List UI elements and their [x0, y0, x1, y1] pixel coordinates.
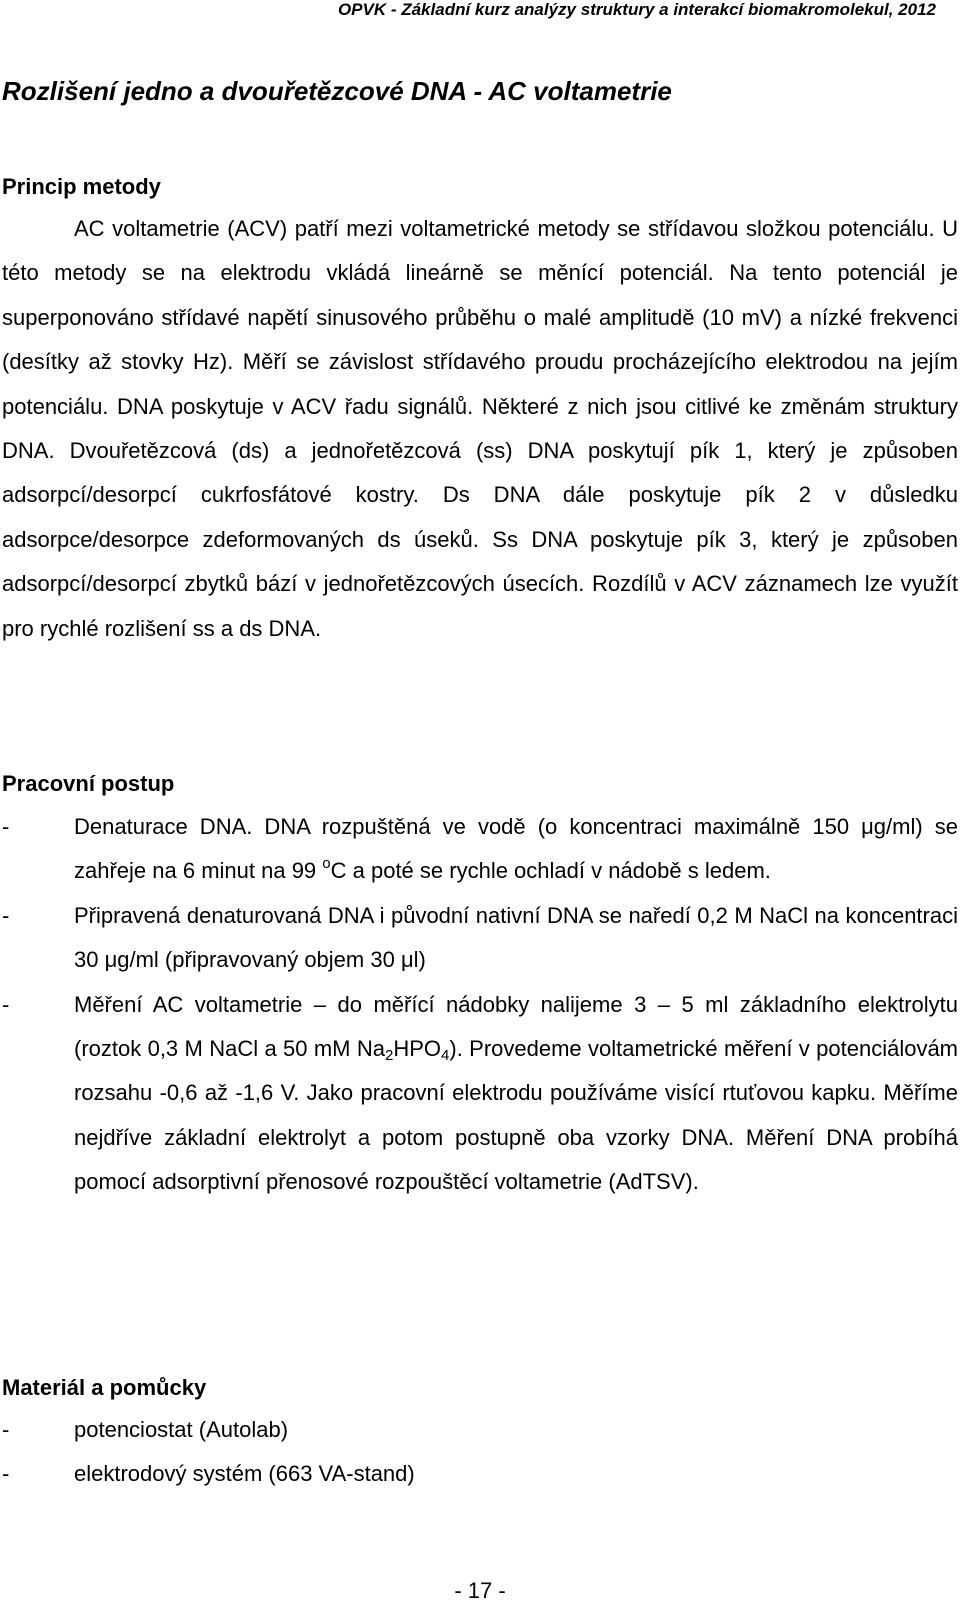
section-heading-materials: Materiál a pomůcky — [2, 1375, 207, 1400]
procedure-item-denaturation — [2, 805, 958, 894]
procedure-item-text: Měření AC voltametrie – do měřící nádobky nalijeme 3 – 5 ml základního elektrolytu (roztok 0,3 M NaCl a 50 mM Na — [74, 991, 958, 1062]
procedure-item-measurement — [2, 983, 958, 1205]
materials-item — [2, 1408, 958, 1452]
procedure-item-dilution — [2, 894, 958, 983]
degree-superscript: o — [322, 855, 331, 873]
list-dash: - — [2, 1461, 10, 1487]
list-dash: - — [2, 902, 10, 928]
materials-list — [2, 1408, 958, 1497]
list-dash: - — [2, 991, 10, 1017]
materials-item — [2, 1452, 958, 1496]
materials-item-text: potenciostat (Autolab) — [74, 1417, 289, 1442]
procedure-item-text: ). Provedeme voltametrické měření v potenciálovám rozsahu -0,6 až -1,6 V. Jako pracovní elektrodu používáme visící rtuťovou kapku. Měříme nejdříve základní elektrolyt a potom postupně oba vzorky DNA. Měření DNA probíhá pomocí adsorptivní přenosové rozpouštěcí voltametrie (AdTSV). — [74, 1036, 959, 1195]
materials-item-text: elektrodový systém (663 VA-stand) — [74, 1461, 415, 1487]
list-dash: - — [2, 814, 10, 839]
section-heading-principle: Princip metody — [2, 174, 161, 199]
procedure-list — [2, 805, 958, 1205]
list-dash: - — [2, 1417, 10, 1442]
running-header: OPVK - Základní kurz analýzy struktury a interakcí biomakromolekul, 2012 — [337, 0, 936, 19]
section-heading-procedure: Pracovní postup — [2, 771, 175, 796]
page-title: Rozlišení jedno a dvouřetězcové DNA - AC voltametrie — [2, 76, 672, 106]
procedure-item-text: C a poté se rychle ochladí v nádobě s ledem. — [330, 858, 771, 884]
procedure-item-text: Připravená denaturovaná DNA i původní nativní DNA se naředí 0,2 M NaCl na koncentraci 30 μg/ml (připravovaný objem 30 μl) — [74, 902, 958, 973]
procedure-item-text: Denaturace DNA. DNA rozpuštěná ve vodě (o koncentraci maximálně 150 μg/ml) se zahřeje na 6 minut na 99 — [74, 814, 958, 884]
subscript: 4 — [441, 1047, 450, 1065]
principle-paragraph: AC voltametrie (ACV) patří mezi voltametrické metody se střídavou složkou potenciálu. U této metody se na elektrodu vkládá lineárně se měnící potenciál. Na tento potenciál je superponováno střídavé napětí sinusového průběhu o malé amplitudě (10 mV) a nízké frekvenci (desítky až stovky Hz). Měří se závislost střídavého proudu procházejícího elektrodou na jejím potenciálu. DNA poskytuje v ACV řadu signálů. Některé z nich jsou citlivé ke změnám struktury DNA. Dvouřetězcová (ds) a jednořetězcová (ss) DNA poskytují pík 1, který je způsoben adsorpcí/desorpcí cukrfosfátové kostry. Ds DNA dále poskytuje pík 2 v důsledku adsorpce/desorpce zdeformovaných ds úseků. Ss DNA poskytuje pík 3, který je způsoben adsorpcí/desorpcí zbytků bází v jednořetězcových úsecích. Rozdílů v ACV záznamech lze využít pro rychlé rozlišení ss a ds DNA. — [2, 216, 958, 641]
procedure-item-text: HPO — [393, 1036, 442, 1062]
subscript: 2 — [385, 1047, 394, 1065]
page-number: - 17 - — [454, 1578, 506, 1603]
